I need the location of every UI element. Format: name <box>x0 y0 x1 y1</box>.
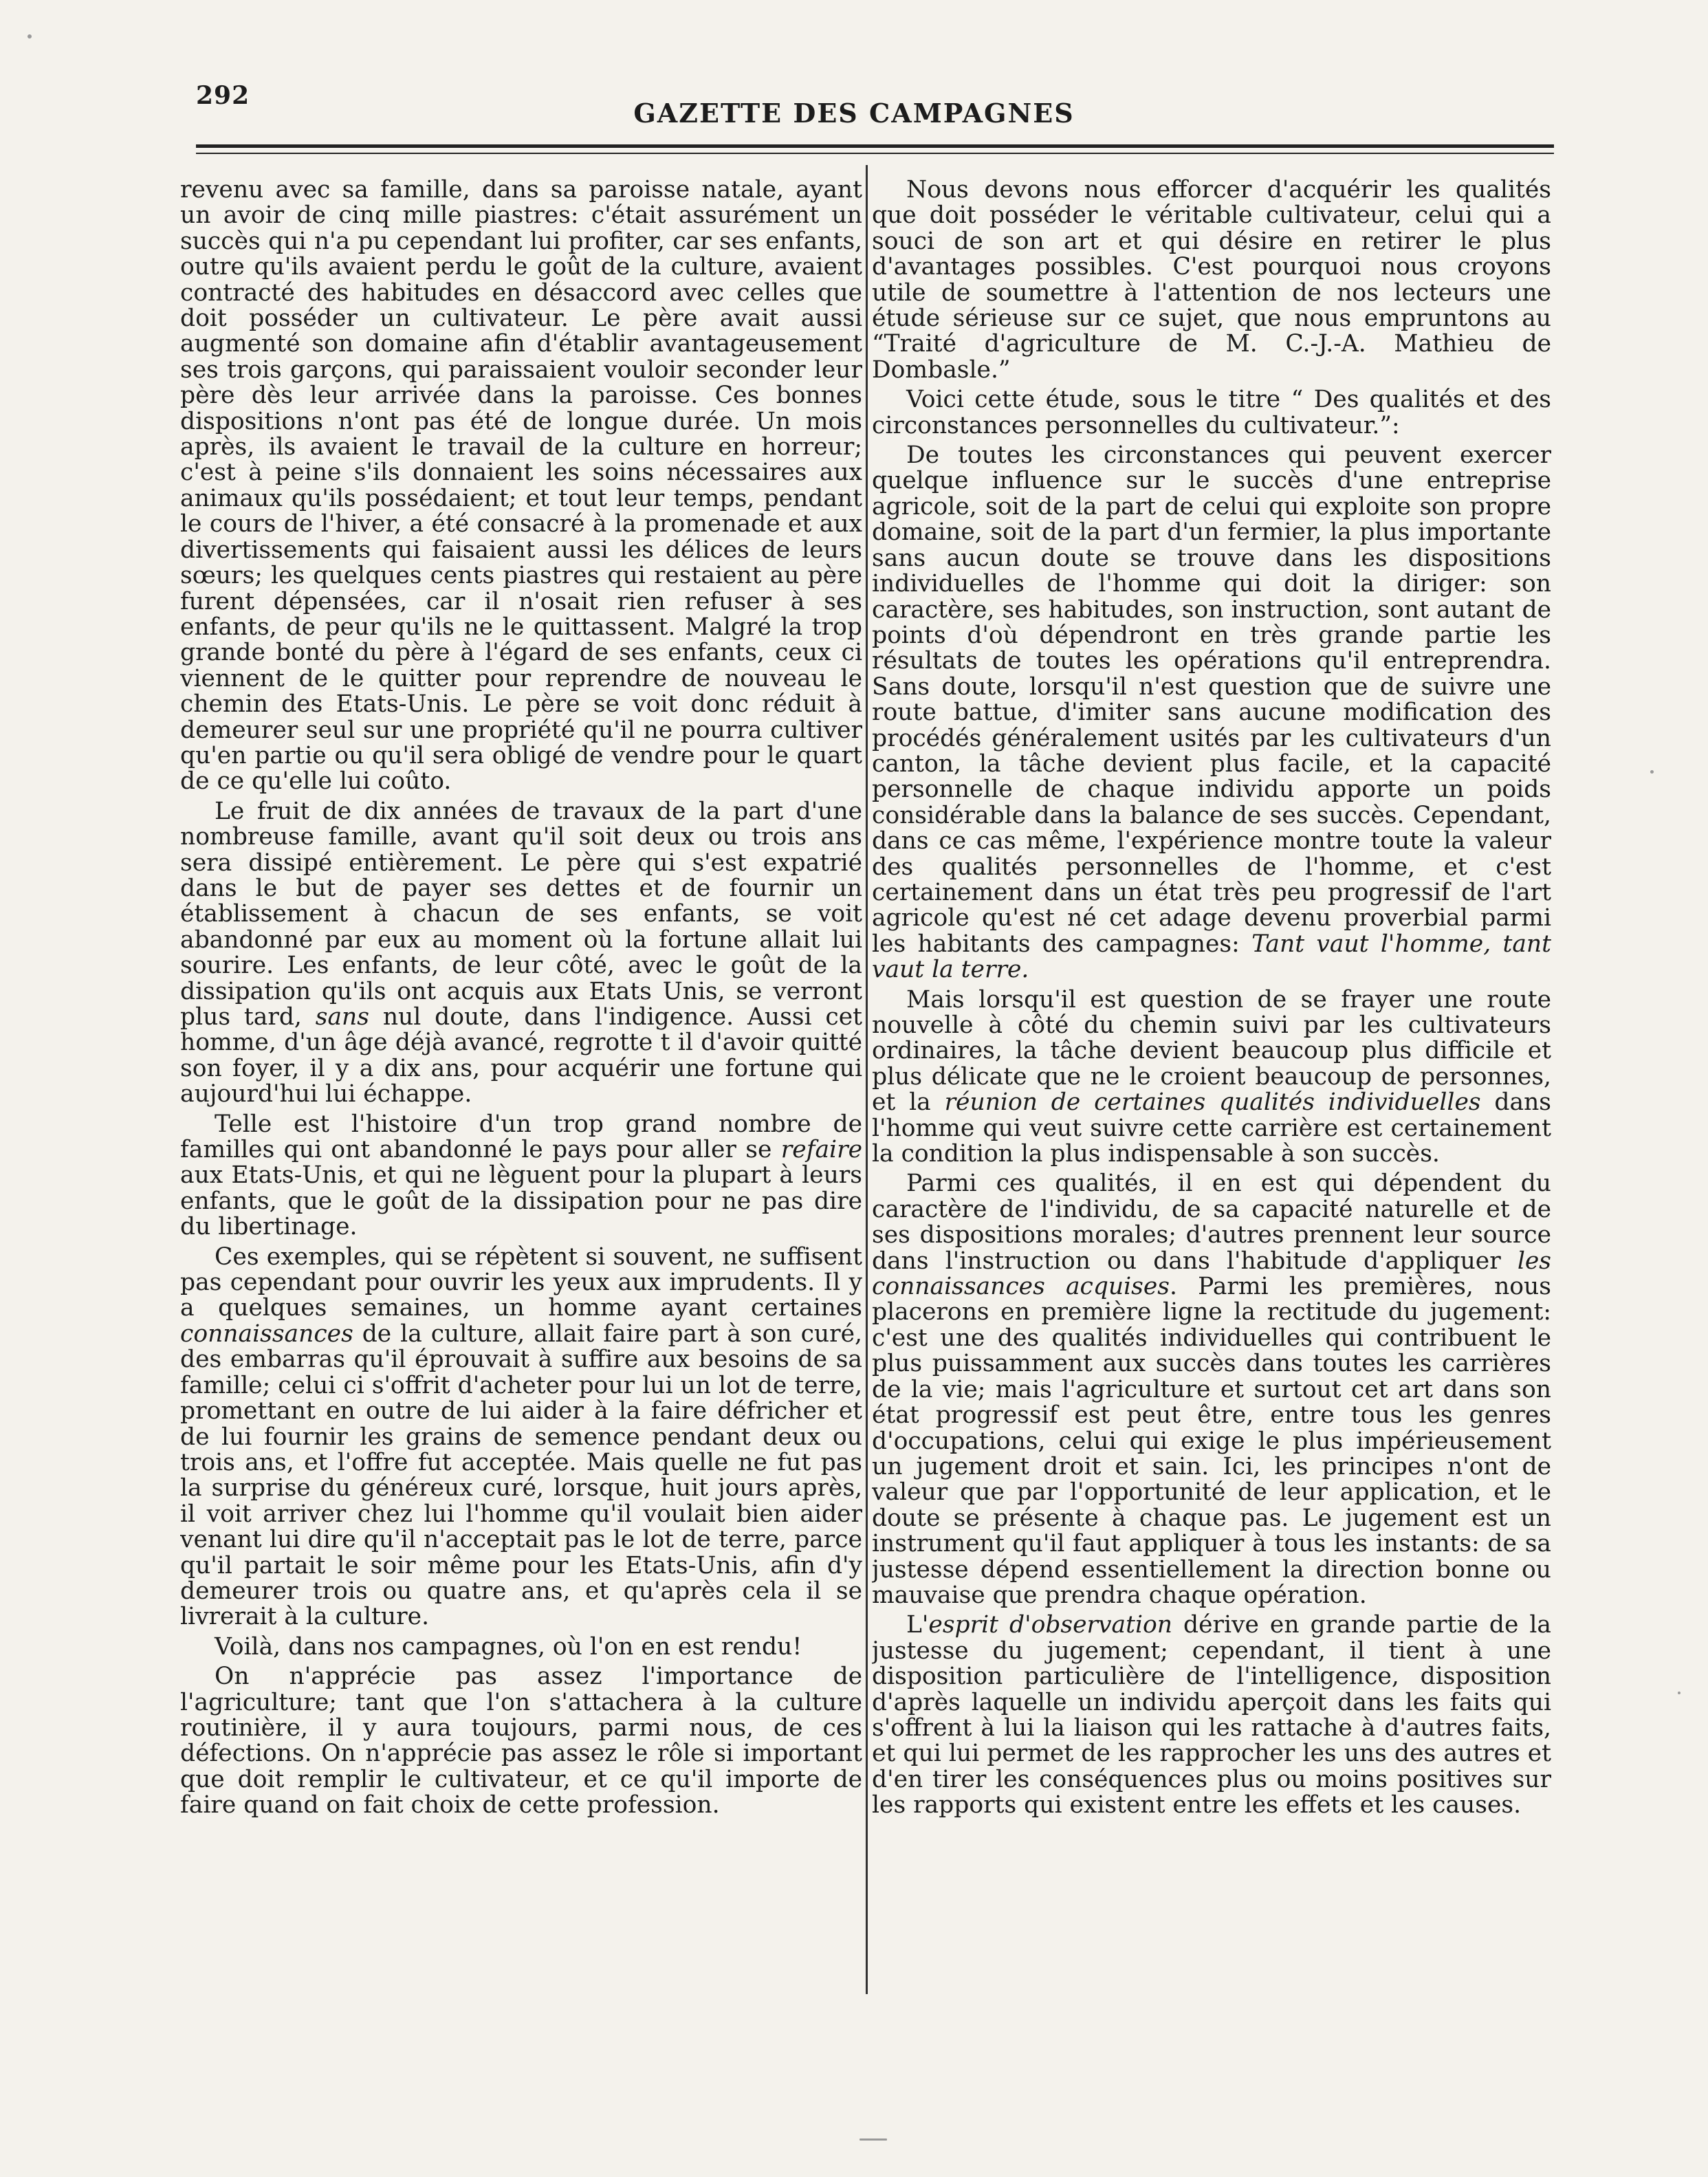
scan-speck <box>1678 1692 1680 1694</box>
scan-speck <box>1650 770 1654 774</box>
text-run: dérive en grande partie de la justesse du jugement; cependant, il tient à une disposition particulière de l'intelligence, disposition d'après laquelle un individu aperçoit dans les faits qui s'offrent à lui la liaison qui les rattache à d'autres faits, et qui lui permet de les rapprocher les uns des autres et d'en tirer les conséquences plus ou moins positives sur les rapports qui existent entre les effets et les causes. <box>872 1611 1551 1819</box>
page-number: 292 <box>196 81 250 110</box>
paragraph <box>180 799 862 1108</box>
running-title: GAZETTE DES CAMPAGNES <box>633 98 1075 129</box>
header-rule-thick <box>196 144 1554 148</box>
italic-text: refaire <box>780 1136 862 1164</box>
paragraph <box>872 177 1551 383</box>
text-run: Nous devons nous efforcer d'acquérir les qualités que doit posséder le véritable cultivateur, celui qui a souci de son art et qui désire en retirer le plus d'avantages possibles. C'est pourquoi nous croyons utile de soumettre à l'attention de nos lecteurs une étude sérieuse sur ce sujet, que nous empruntons au “Traité d'agriculture de M. C.-J.-A. Mathieu de Dombasle.” <box>872 177 1551 384</box>
text-run: Le fruit de dix années de travaux de la part d'une nombreuse famille, avant qu'il soit deux ou trois ans sera dissipé entièrement. Le père qui s'est expatrié dans le but de payer ses dettes et de fournir un établissement à chacun de ses enfants, se voit abandonné par eux au moment où la fortune allait lui sourire. Les enfants, de leur côté, avec le goût de la dissipation qu'ils ont acquis aux Etats Unis, se verront plus tard, <box>180 797 862 1031</box>
scan-speck <box>28 34 32 39</box>
text-run: de la culture, allait faire part à son curé, des embarras qu'il éprouvait à suffire aux besoins de sa famille; celui ci s'offrit d'acheter pour lui un lot de terre, promettant en outre de lui aider à la faire défricher et de lui fournir les grains de semence pendant deux ou trois ans, et l'offre fut acceptée. Mais quelle ne fut pas la surprise du généreux curé, lorsque, huit jours après, il voit arriver chez lui l'homme qu'il voulait bien aider venant lui dire qu'il n'acceptait pas le lot de terre, parce qu'il partait le soir même pour les Etats-Unis, afin d'y demeurer trois ou quatre ans, et qu'après cela il se livrerait à la culture. <box>180 1320 862 1631</box>
paragraph <box>180 1112 862 1240</box>
left-column <box>180 177 862 1993</box>
italic-text: Tant vaut l'homme, tant vaut la terre. <box>872 930 1551 984</box>
text-run: On n'apprécie pas assez l'importance de l'agriculture; tant que l'on s'attachera à la culture routinière, il y aura toujours, parmi nous, de ces défections. On n'apprécie pas assez le rôle si important que doit remplir le cultivateur, et ce qu'il importe de faire quand on fait choix de cette profession. <box>180 1663 862 1819</box>
text-run: dans l'homme qui veut suivre cette carrière est certainement la condition la plus indispensable à son succès. <box>872 1088 1551 1168</box>
italic-text: connaissances <box>180 1320 353 1348</box>
text-run: Voici cette étude, sous le titre “ Des qualités et des circonstances personnelles du cultivateur.”: <box>872 386 1551 439</box>
text-run: L' <box>906 1611 929 1639</box>
text-run: revenu avec sa famille, dans sa paroisse natale, ayant un avoir de cinq mille piastres: c'était assurément un succès qui n'a pu cependant lui profiter, car ses enfants, outre qu'ils avaient perdu le goût de la culture, avaient contracté des habitudes en désaccord avec celles que doit posséder un cultivateur. Le père avait aussi augmenté son domaine afin d'établir avantageusement ses trois garçons, qui paraissaient vouloir seconder leur père dès leur arrivée dans la paroisse. Ces bonnes dispositions n'ont pas été de longue durée. Un mois après, ils avaient le travail de la culture en horreur; c'est à peine s'ils donnaient les soins nécessaires aux animaux qu'ils possédaient; et tout leur temps, pendant le cours de l'hiver, a été consacré à la promenade et aux divertissements qui faisaient aussi les délices de leurs sœurs; les quelques cents piastres qui restaient au père furent dépensées, car il n'osait rien refuser à ses enfants, de peur qu'ils ne le quittassent. Malgré la trop grande bonté du père à l'égard de ses enfants, ceux ci viennent de le quitter pour reprendre de nouveau le chemin des Etats-Unis. Le père se voit donc réduit à demeurer seul sur une propriété qu'il ne pourra cultiver qu'en partie ou qu'il sera obligé de vendre pour le quart de ce qu'elle lui coûto. <box>180 177 862 796</box>
right-column <box>872 177 1551 1993</box>
paragraph <box>872 387 1551 439</box>
text-run: Parmi ces qualités, il en est qui dépendent du caractère de l'individu, de sa capacité naturelle et de ses dispositions morales; d'autres prennent leur source dans l'instruction ou dans l'habitude d'appliquer <box>872 1170 1551 1275</box>
header-rule-thin <box>196 153 1554 154</box>
column-divider <box>866 165 868 1994</box>
text-run: aux Etats-Unis, et qui ne lèguent pour la plupart à leurs enfants, que le goût de la dissipation pour ne pas dire du libertinage. <box>180 1161 862 1241</box>
italic-text: esprit d'observation <box>928 1611 1172 1639</box>
text-run: Mais lorsqu'il est question de se frayer une route nouvelle à côté du chemin suivi par les cultivateurs ordinaires, la tâche devient beaucoup plus difficile et plus délicate que ne le croient beaucoup de personnes, et la <box>872 985 1551 1117</box>
paragraph <box>180 177 862 795</box>
italic-text: réunion de certaines qualités individuelles <box>944 1088 1481 1117</box>
scan-speck <box>860 2138 887 2141</box>
paragraph <box>872 987 1551 1168</box>
paragraph <box>180 1634 862 1660</box>
text-run: Ces exemples, qui se répètent si souvent, ne suffisent pas cependant pour ouvrir les yeux aux imprudents. Il y a quelques semaines, un homme ayant certaines <box>180 1243 862 1322</box>
italic-text: les connaissances acquises <box>872 1247 1551 1301</box>
text-run: nul doute, dans l'indigence. Aussi cet homme, d'un âge déjà avancé, regrotte t il d'avoir quitté son foyer, il y a dix ans, pour acquérir une fortune qui aujourd'hui lui échappe. <box>180 1003 862 1108</box>
text-run: Telle est l'histoire d'un trop grand nombre de familles qui ont abandonné le pays pour aller se <box>180 1110 862 1164</box>
paragraph <box>872 1612 1551 1818</box>
paragraph <box>872 443 1551 983</box>
text-run: . Parmi les premières, nous placerons en première ligne la rectitude du jugement: c'est une des qualités individuelles qui contribuent le plus puissamment aux succès dans toutes les carrières de la vie; mais l'agriculture et surtout cet art dans son état progressif est peut être, entre tous les genres d'occupations, celui qui exige le plus impérieusement un jugement droit et sain. Ici, les principes n'ont de valeur que par l'opportunité de leur application, et le doute se présente à chaque pas. Le jugement est un instrument qu'il faut appliquer à tous les instants: de sa justesse dépend essentiellement la direction bonne ou mauvaise que prendra chaque opération. <box>872 1273 1551 1609</box>
paragraph <box>872 1171 1551 1608</box>
paragraph <box>180 1245 862 1630</box>
paragraph <box>180 1664 862 1818</box>
text-run: De toutes les circonstances qui peuvent exercer quelque influence sur le succès d'une entreprise agricole, soit de la part de celui qui exploite son propre domaine, soit de la part d'un fermier, la plus importante sans aucun doute se trouve dans les dispositions individuelles de l'homme qui doit la diriger: son caractère, ses habitudes, son instruction, sont autant de points d'où dépendront en très grande partie les résultats de toutes les opérations qu'il entreprendra. Sans doute, lorsqu'il n'est question que de suivre une route battue, d'imiter sans aucune modification des procédés généralement usités par les cultivateurs d'un canton, la tâche devient plus facile, et la capacité personnelle de chaque individu apporte un poids considérable dans la balance de ses succès. Cependant, dans ce cas même, l'expérience montre toute la valeur des qualités personnelles de l'homme, et c'est certainement dans un état très peu progressif de l'art agricole qu'est né cet adage devenu proverbial parmi les habitants des campagnes: <box>872 441 1551 958</box>
text-run: Voilà, dans nos campagnes, où l'on en est rendu! <box>215 1632 802 1661</box>
italic-text: sans <box>315 1003 369 1031</box>
